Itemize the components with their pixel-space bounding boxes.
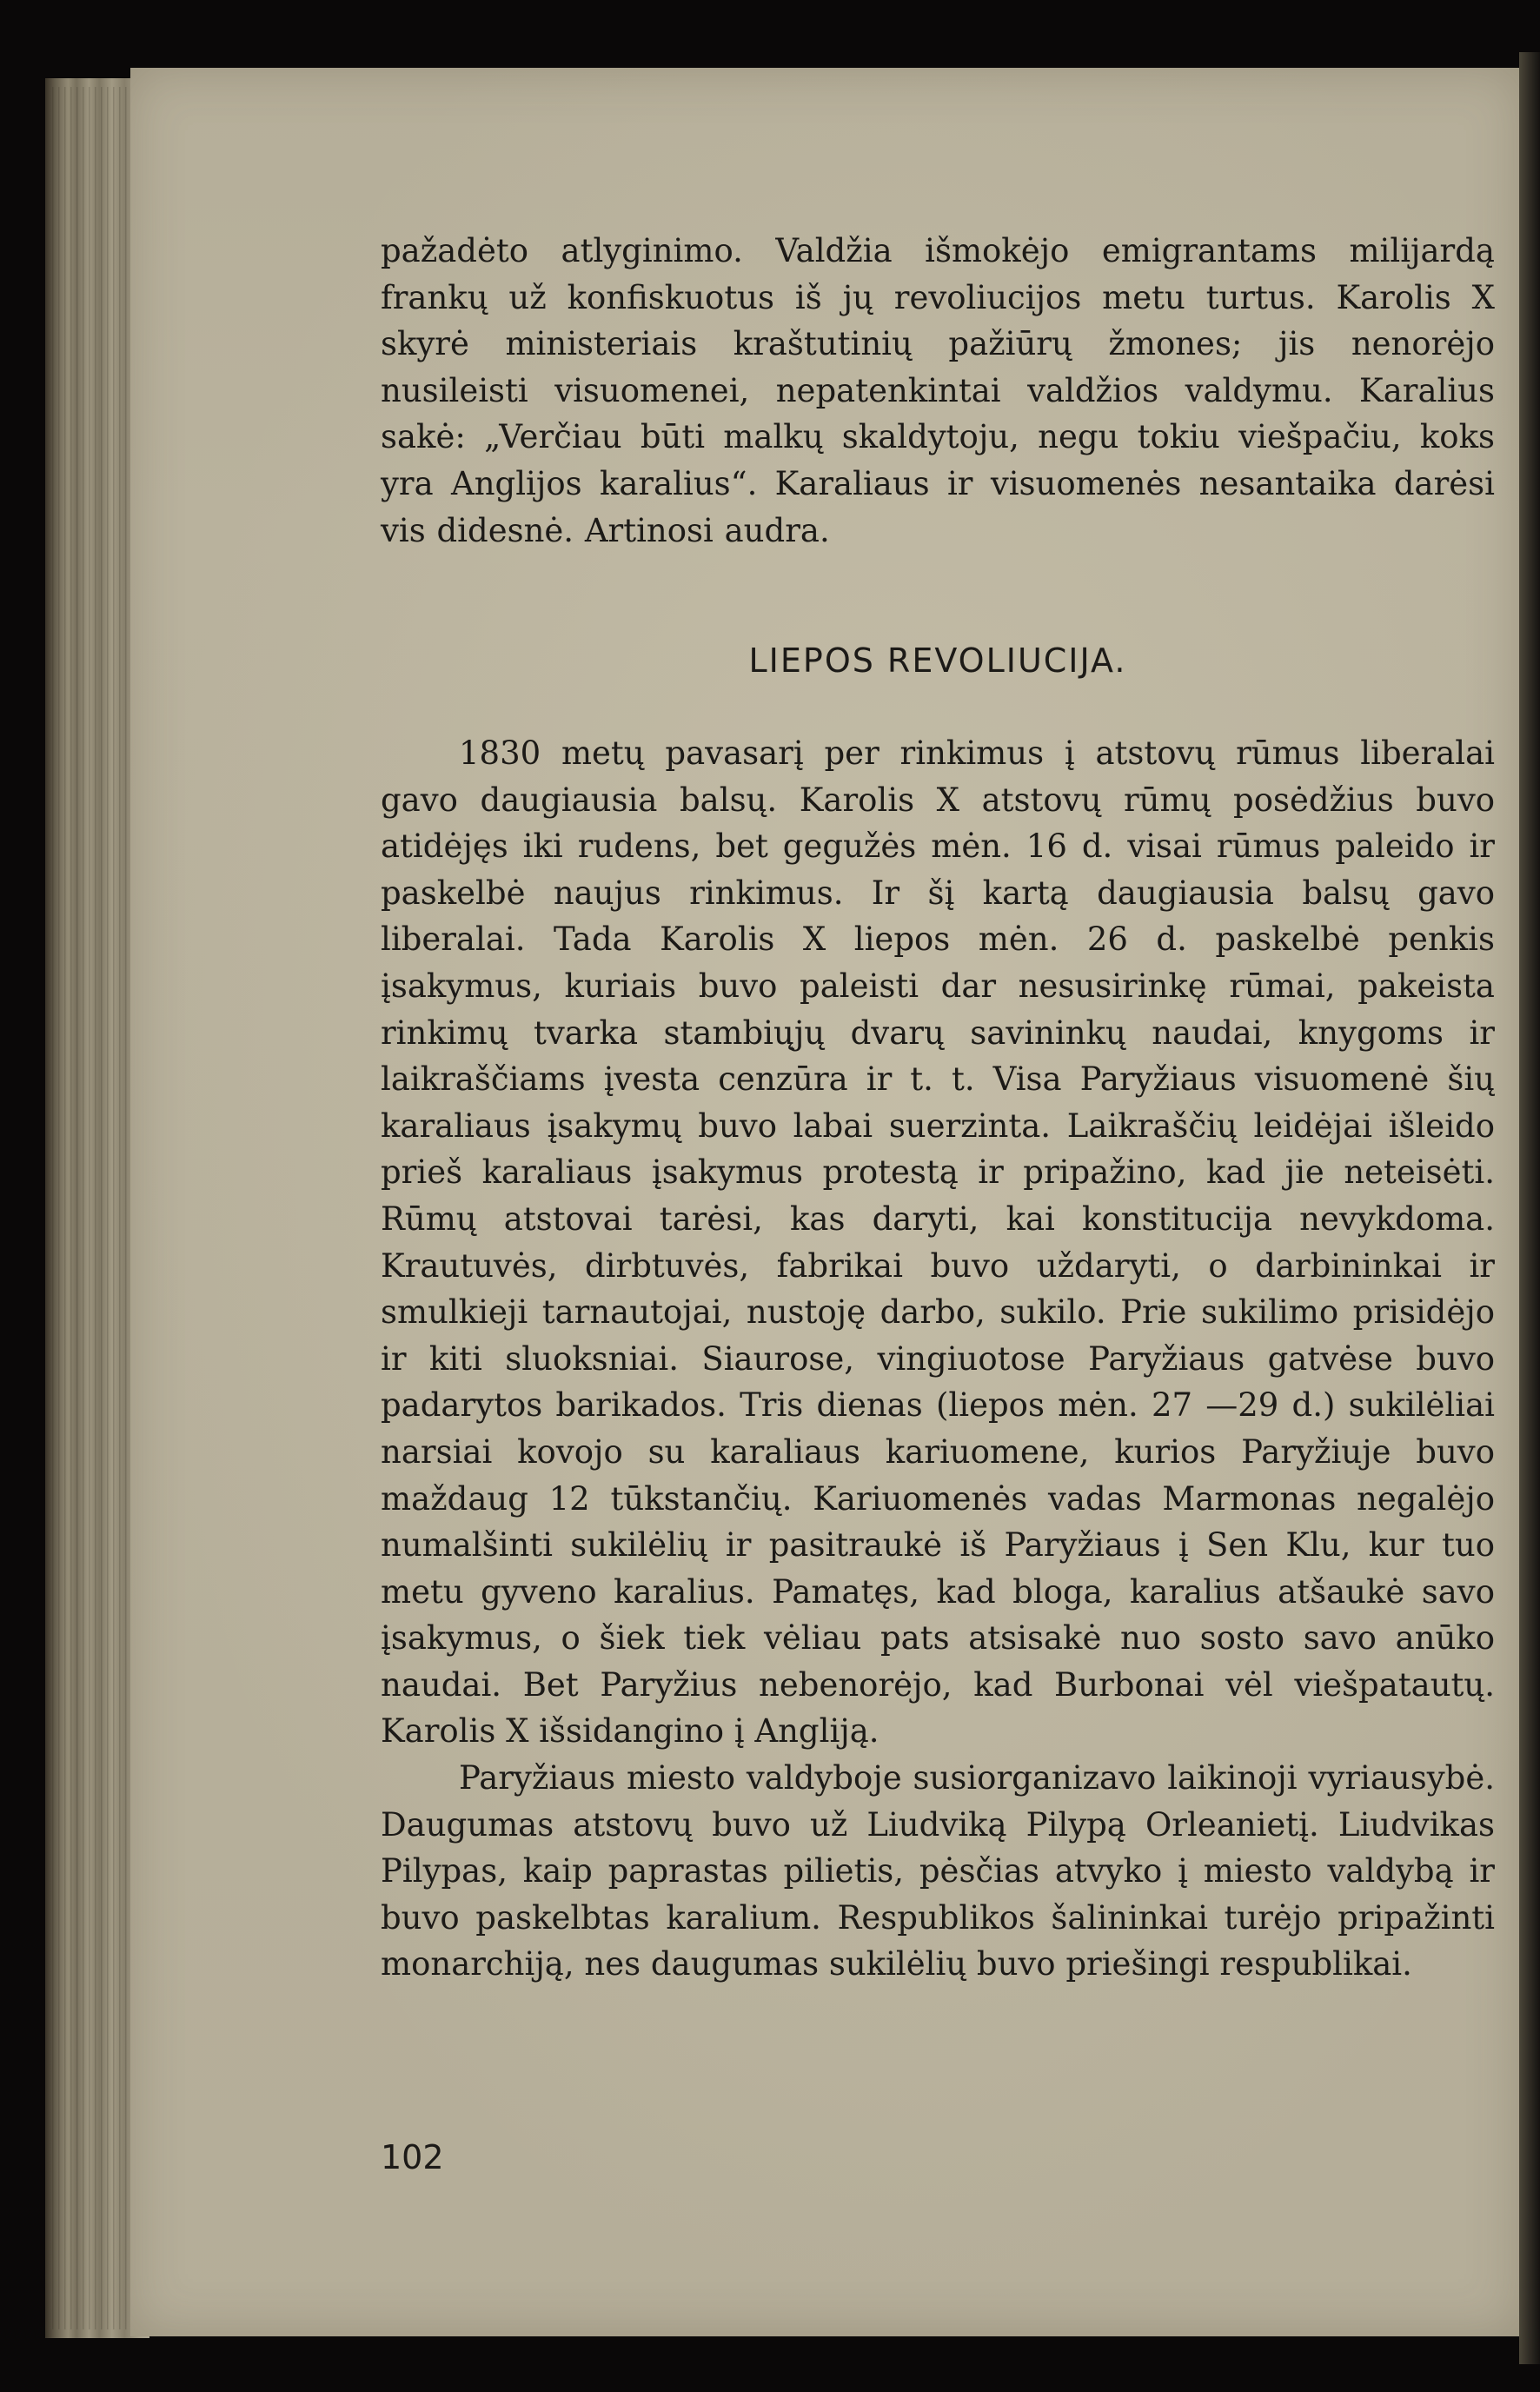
section-body xyxy=(381,730,1495,1988)
intro-paragraph: pažadėto atlyginimo. Valdžia išmokėjo emigrantams milijardą frankų už konfiskuotus iš jų revoliucijos metu turtus. Karolis X skyrė ministeriais kraštutinių pažiūrų žmones; jis nenorėjo nusileisti visuomenei, nepatenkintai valdžios valdymu. Karalius sakė: „Verčiau būti malkų skaldytoju, negu tokiu viešpačiu, koks yra Anglijos karalius“. Karaliaus ir visuomenės nesantaika darėsi vis didesnė. Artinosi audra. xyxy=(381,232,1495,549)
section-heading: LIEPOS REVOLIUCIJA. xyxy=(748,641,1127,680)
section-paragraph-2: Paryžiaus miesto valdyboje susiorganizavo laikinoji vyriausybė. Daugumas atstovų buvo už Liudviką Pilypą Orleanietį. Liudvikas Pilypas, kaip paprastas pilietis, pėsčias atvyko į miesto valdybą ir buvo paskelbtas karalium. Respublikos šalininkai turėjo pripažinti monarchiją, nes daugumas sukilėlių buvo priešingi respublikai. xyxy=(381,1759,1495,1983)
intro-text xyxy=(381,228,1495,554)
page-stack-lines xyxy=(52,87,139,2329)
page-right-shadow xyxy=(1519,52,1540,2364)
page-number: 102 xyxy=(381,2138,444,2176)
section-paragraph-1: 1830 metų pavasarį per rinkimus į atstovų rūmus liberalai gavo daugiausia balsų. Karolis X atstovų rūmų posėdžius buvo atidėjęs iki rudens, bet gegužės mėn. 16 d. visai rūmus paleido ir paskelbė naujus rinkimus. Ir šį kartą daugiausia balsų gavo liberalai. Tada Karolis X liepos mėn. 26 d. paskelbė penkis įsakymus, kuriais buvo paleisti dar nesusirinkę rūmai, pakeista rinkimų tvarka stambiųjų dvarų savininkų naudai, knygoms ir laikraščiams įvesta cenzūra ir t. t. Visa Paryžiaus visuomenė šių karaliaus įsakymų buvo labai suerzinta. Laikraščių leidėjai išleido prieš karaliaus įsakymus protestą ir pripažino, kad jie neteisėti. Rūmų atstovai tarėsi, kas daryti, kai konstitucija nevykdoma. Krautuvės, dirbtuvės, fabrikai buvo uždaryti, o darbininkai ir smulkieji tarnautojai, nustoję darbo, sukilo. Prie sukilimo prisidėjo ir kiti sluoksniai. Siaurose, vingiuotose Paryžiaus gatvėse buvo padarytos barikados. Tris dienas (liepos mėn. 27 —29 d.) sukilėliai narsiai kovojo su karaliaus kariuomene, kurios Paryžiuje buvo maždaug 12 tūkstančių. Kariuomenės vadas Marmonas negalėjo numalšinti sukilėlių ir pasitraukė iš Paryžiaus į Sen Klu, kur tuo metu gyveno karalius. Pamatęs, kad bloga, karalius atšaukė savo įsakymus, o šiek tiek vėliau pats atsisakė nuo sosto savo anūko naudai. Bet Paryžius nebenorėjo, kad Burbonai vėl viešpatautų. Karolis X išsidangino į Angliją. xyxy=(381,734,1495,1751)
